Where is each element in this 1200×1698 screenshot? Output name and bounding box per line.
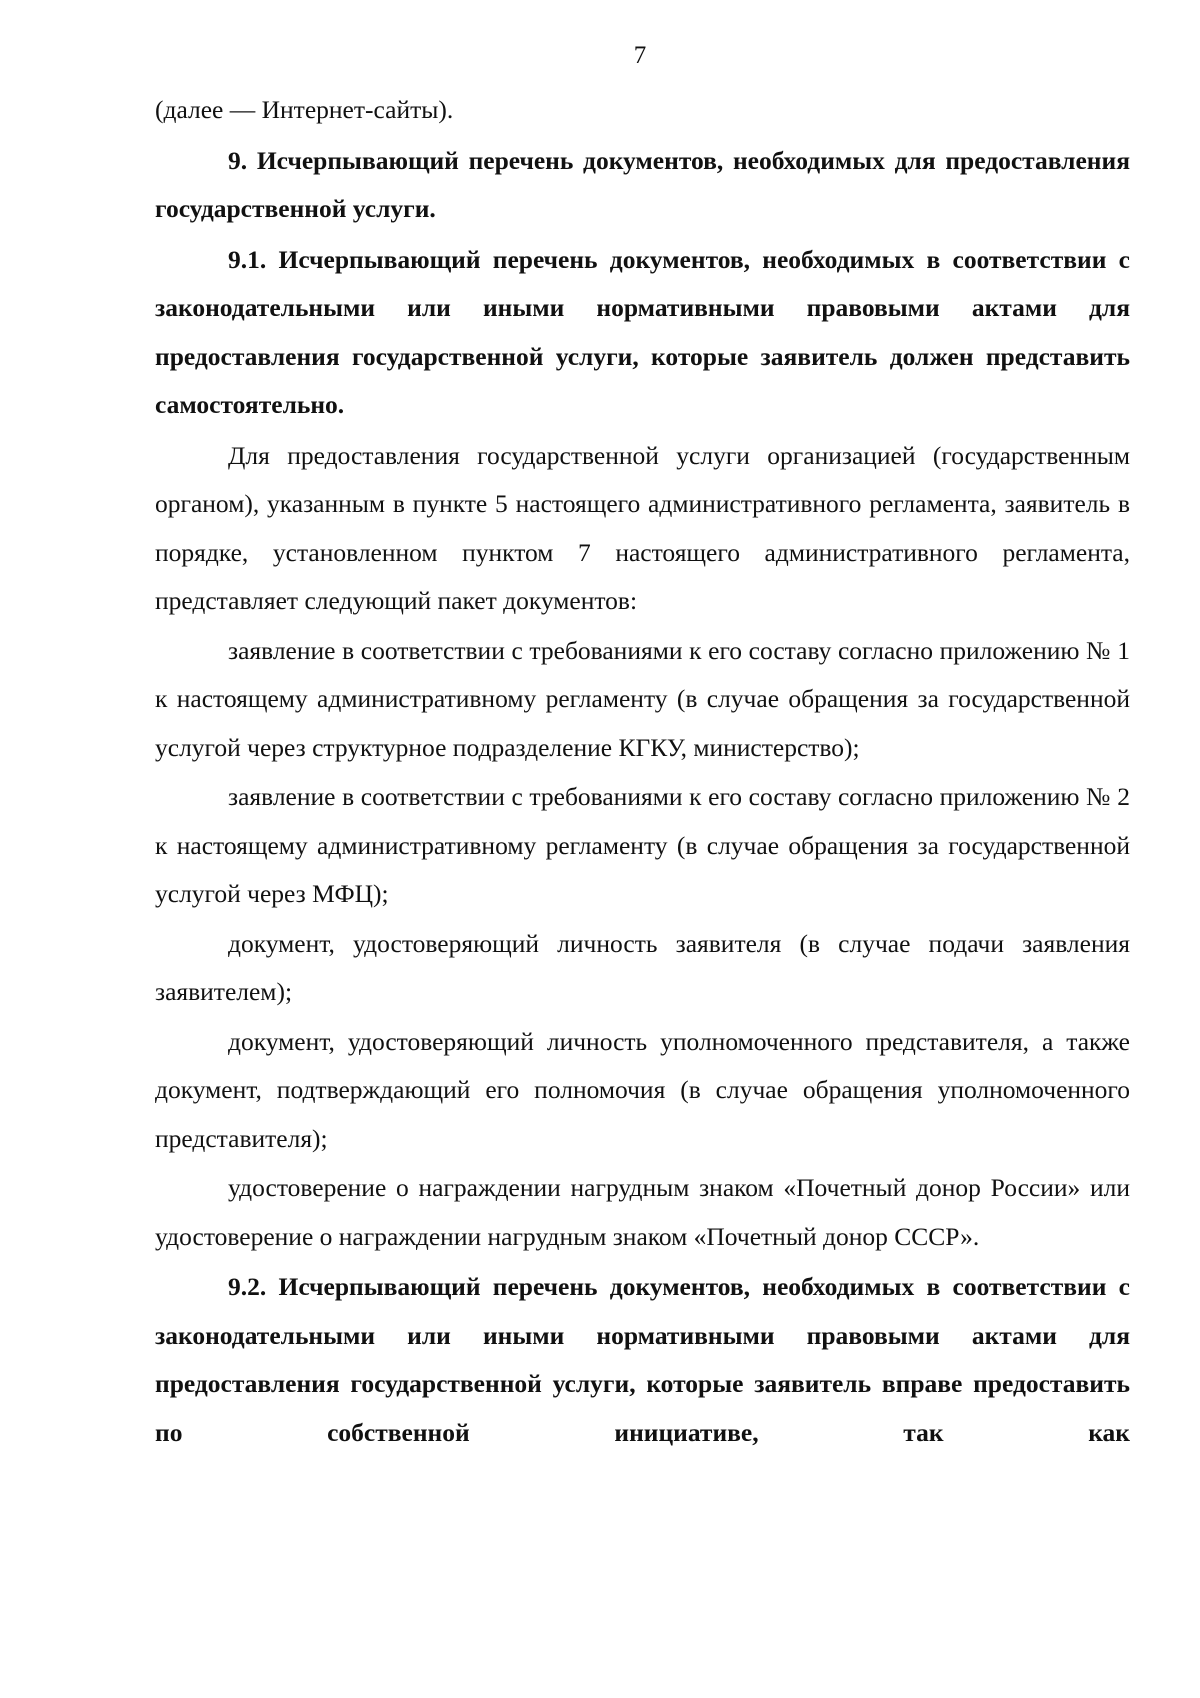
section-heading-9: 9. Исчерпывающий перечень документов, необходимых для предоставления государственной услуги. bbox=[155, 145, 1130, 223]
list-item-identity-document: документ, удостоверяющий личность заявителя (в случае подачи заявления заявителем); bbox=[155, 928, 1130, 1006]
page-number: 7 bbox=[633, 42, 647, 69]
section-heading-9-1: 9.1. Исчерпывающий перечень документов, необходимых в соответствии с законодательными или иными нормативными правовыми актами для предоставления государственной услуги, которые заявитель должен представить самостоятельно. bbox=[155, 244, 1130, 419]
section-heading-9-2: 9.2. Исчерпывающий перечень документов, необходимых в соответствии с законодательными или иными нормативными правовыми актами для предоставления государственной услуги, которые заявитель вправе предоставить по собственной инициативе, так как bbox=[155, 1272, 1130, 1447]
list-item-application-1: заявление в соответствии с требованиями к его составу согласно приложению № 1 к настоящему административному регламенту (в случае обращения за государственной услугой через структурное подразделение КГКУ, министерство); bbox=[155, 635, 1130, 762]
list-item-application-2: заявление в соответствии с требованиями к его составу согласно приложению № 2 к настоящему административному регламенту (в случае обращения за государственной услугой через МФЦ); bbox=[155, 782, 1130, 908]
intro-paragraph: Для предоставления государственной услуги организацией (государственным органом), указанным в пункте 5 настоящего административного регламента, заявитель в порядке, установленном пунктом 7 настоящего административного регламента, представляет следующий пакет документов: bbox=[155, 440, 1130, 615]
page-content bbox=[155, 86, 1130, 1457]
continuation-text: (далее — Интернет-сайты). bbox=[155, 95, 454, 124]
list-item-donor-certificate: удостоверение о награждении нагрудным знаком «Почетный донор России» или удостоверение о награждении нагрудным знаком «Почетный донор СССР». bbox=[155, 1173, 1130, 1251]
list-item-representative-document: документ, удостоверяющий личность уполномоченного представителя, а также документ, подтверждающий его полномочия (в случае обращения уполномоченного представителя); bbox=[155, 1026, 1130, 1153]
